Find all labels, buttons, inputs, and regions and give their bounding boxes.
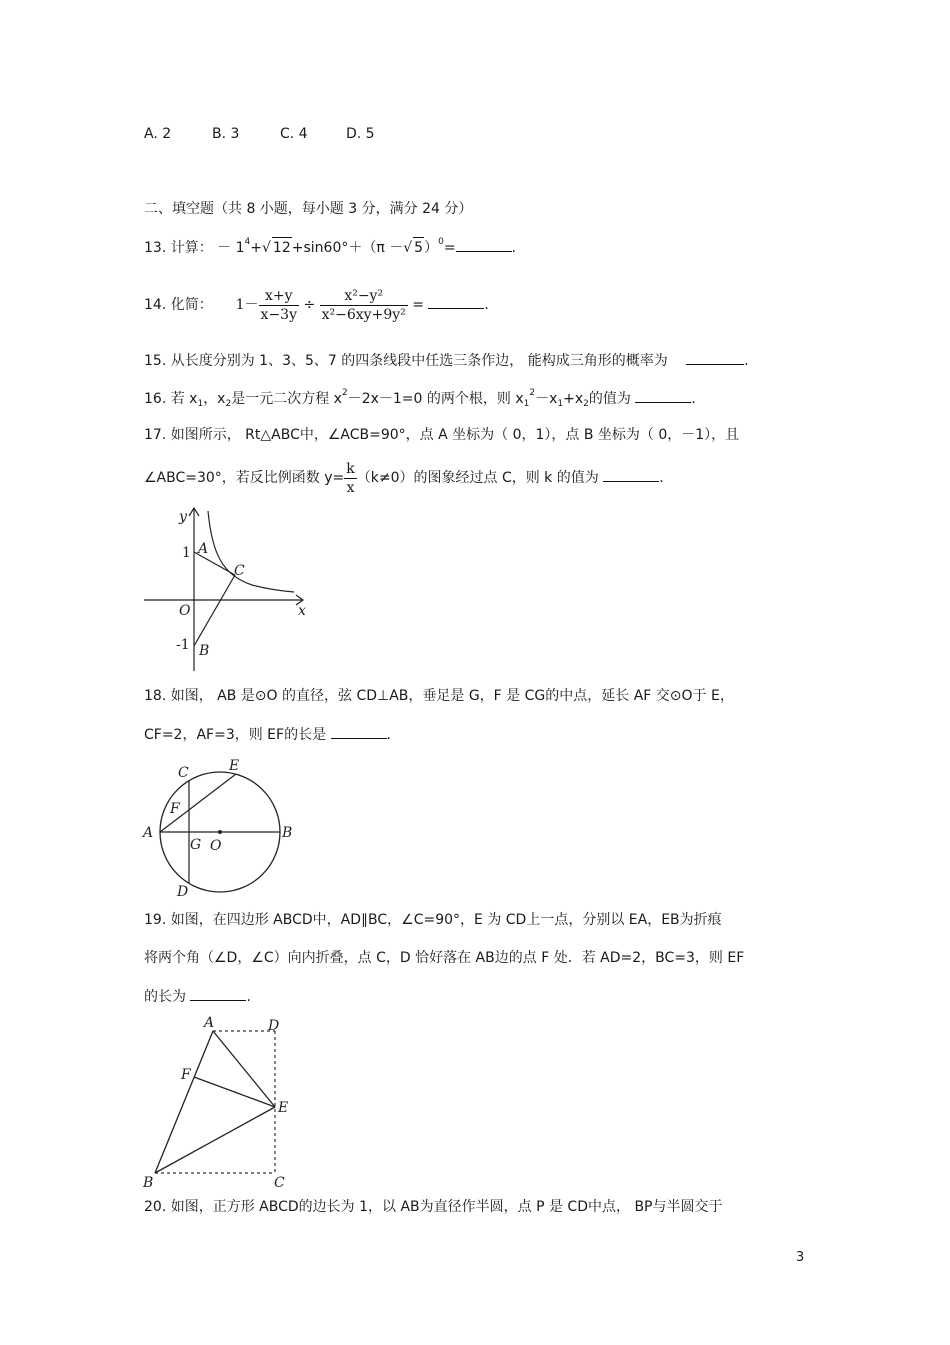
point-d-label: D (177, 884, 189, 898)
q17-frac-den: x (346, 479, 355, 496)
q13-expr-b: +sin60°＋（π － (291, 240, 404, 256)
q16-part-a: 16. 若 x (144, 391, 198, 407)
q17-frac-num: k (346, 460, 355, 477)
q15-answer-blank (686, 350, 744, 365)
point-d-label: D (268, 1018, 280, 1034)
q15-text: 15. 从长度分别为 1、3、5、7 的四条线段中任选三条作边， 能构成三角形的概率为 (144, 353, 668, 369)
point-c-label: C (178, 765, 189, 781)
question-17-line-1: 17. 如图所示， Rt△ABC中，∠ACB=90°，点 A 坐标为（ 0，1），点 B 坐标为（ 0，－1），且 (144, 427, 740, 443)
q13-close: ） (424, 240, 439, 256)
q13-exp4: 4 (244, 237, 251, 247)
section-title: 二、填空题（共 8 小题，每小题 3 分，满分 24 分） (144, 201, 473, 217)
q12-option-b: B. 3 (212, 126, 240, 142)
q13-answer-blank (456, 237, 512, 252)
q12-option-a: A. 2 (144, 126, 172, 142)
q13-exp0: 0 (438, 237, 444, 247)
point-a-label: A (198, 541, 209, 557)
origin-label: O (179, 603, 191, 619)
q15-end: . (744, 353, 749, 369)
q13-sqrt5: 5 (413, 237, 424, 258)
page-number: 3 (796, 1250, 805, 1265)
q18-answer-blank (331, 724, 387, 739)
q14-f1-num: x+y (259, 287, 299, 306)
question-18-line-1: 18. 如图， AB 是⊙O 的直径，弦 CD⊥AB，垂足是 G，F 是 CG的中点，延长 AF 交⊙O于 E， (144, 688, 734, 704)
q19-answer-blank (190, 986, 246, 1001)
question-19-line-1: 19. 如图，在四边形 ABCD中，AD∥BC，∠C=90°，E 为 CD上一点，分别以 EA，EB为折痕 (144, 912, 722, 928)
q19-end: . (246, 989, 251, 1005)
segment-be (155, 1107, 275, 1173)
q16-sub-1: 1 (197, 399, 204, 409)
q14-div: ÷ (303, 297, 316, 313)
point-e-label: E (278, 1100, 289, 1116)
x-axis-label: x (298, 603, 306, 619)
q17-line2-a: ∠ABC=30°，若反比例函数 y= (144, 470, 345, 486)
q13-number: 13. (144, 240, 167, 256)
q14-fraction-2 (320, 287, 408, 324)
question-19-line-2: 将两个角（∠D，∠C）向内折叠，点 C，D 恰好落在 AB边的点 F 处．若 AD=2，BC=3，则 EF (144, 950, 745, 966)
q12-option-d: D. 5 (346, 126, 375, 142)
q19-figure (140, 1013, 300, 1191)
question-16 (144, 388, 696, 411)
q18-line2: CF=2，AF=3，则 EF的长是 (144, 727, 327, 743)
q12-options (144, 124, 375, 144)
q16-part-f: +x (563, 391, 584, 407)
q16-part-e: －x (535, 391, 558, 407)
question-17-line-2 (144, 458, 664, 498)
sqrt-icon: √ (262, 240, 271, 256)
q13-sqrt12: 12 (272, 237, 292, 258)
point-o-label: O (210, 838, 222, 854)
q16-part-b: ，x (203, 391, 226, 407)
q17-line2-b: （k≠0）的图象经过点 C，则 k 的值为 (356, 470, 599, 486)
question-18-line-2 (144, 724, 391, 745)
q16-sub-3: 1 (523, 399, 530, 409)
q18-figure (140, 752, 300, 898)
q14-f2-den: x²−6xy+9y² (321, 306, 406, 323)
point-f-label: F (170, 801, 180, 817)
tick-label-1: 1 (182, 545, 191, 561)
q14-eq: = (412, 297, 424, 313)
q16-sub-2: 2 (225, 399, 232, 409)
q16-end: . (691, 391, 696, 407)
question-20-line-1: 20. 如图，正方形 ABCD的边长为 1，以 AB为直径作半圆，点 P 是 CD中点， BP与半圆交于 (144, 1199, 723, 1215)
point-g-label: G (190, 837, 202, 853)
segment-bc (194, 575, 235, 646)
question-19-line-3 (144, 986, 251, 1007)
point-b-label: B (143, 1175, 154, 1191)
q16-sub-4: 1 (557, 399, 564, 409)
point-b-label: B (199, 643, 210, 659)
y-axis-label: y (179, 509, 187, 525)
q14-f2-num: x²−y² (320, 287, 408, 306)
q13-plus: + (250, 240, 262, 256)
q14-number: 14. (144, 297, 167, 313)
question-14 (144, 280, 489, 330)
q16-sup-2b: 2 (529, 388, 536, 398)
point-c-label: C (274, 1175, 285, 1191)
q16-part-g: 的值为 (588, 391, 631, 407)
q16-part-c: 是一元二次方程 x (231, 391, 342, 407)
q14-fraction-1 (259, 287, 299, 324)
q19-line3: 的长为 (144, 989, 186, 1005)
question-13 (144, 237, 516, 260)
q13-end: . (511, 240, 516, 256)
q16-part-d: －2x－1=0 的两个根，则 x (347, 391, 524, 407)
point-e-label: E (229, 758, 240, 774)
point-c-label: C (234, 563, 245, 579)
q14-one-minus: 1－ (235, 297, 259, 313)
point-a-label: A (143, 825, 154, 841)
q16-answer-blank (635, 388, 691, 403)
sqrt-icon: √ (403, 240, 413, 256)
tick-label-neg1: -1 (176, 637, 190, 653)
hyperbola-curve (208, 511, 294, 592)
point-a-label: A (204, 1015, 215, 1031)
q17-figure (142, 503, 312, 675)
q14-label: 化简： (170, 297, 213, 313)
point-f-label: F (181, 1067, 191, 1083)
q17-end: . (659, 470, 664, 486)
q18-end: . (386, 727, 391, 743)
q13-label: 计算： (170, 240, 213, 256)
q13-eq: = (443, 240, 456, 256)
q14-answer-blank (428, 294, 484, 309)
q13-expr-a: － 1 (217, 240, 245, 256)
q16-sup-2: 2 (341, 388, 348, 398)
point-b-label: B (282, 825, 293, 841)
q12-option-c: C. 4 (280, 126, 308, 142)
q17-answer-blank (603, 467, 659, 482)
q17-fraction (344, 460, 356, 497)
q14-end: . (484, 297, 489, 313)
q16-sub-5: 2 (583, 399, 589, 409)
q14-f1-den: x−3y (260, 306, 297, 323)
center-point (218, 830, 222, 834)
segment-ab (155, 1031, 213, 1173)
question-15 (144, 350, 749, 371)
